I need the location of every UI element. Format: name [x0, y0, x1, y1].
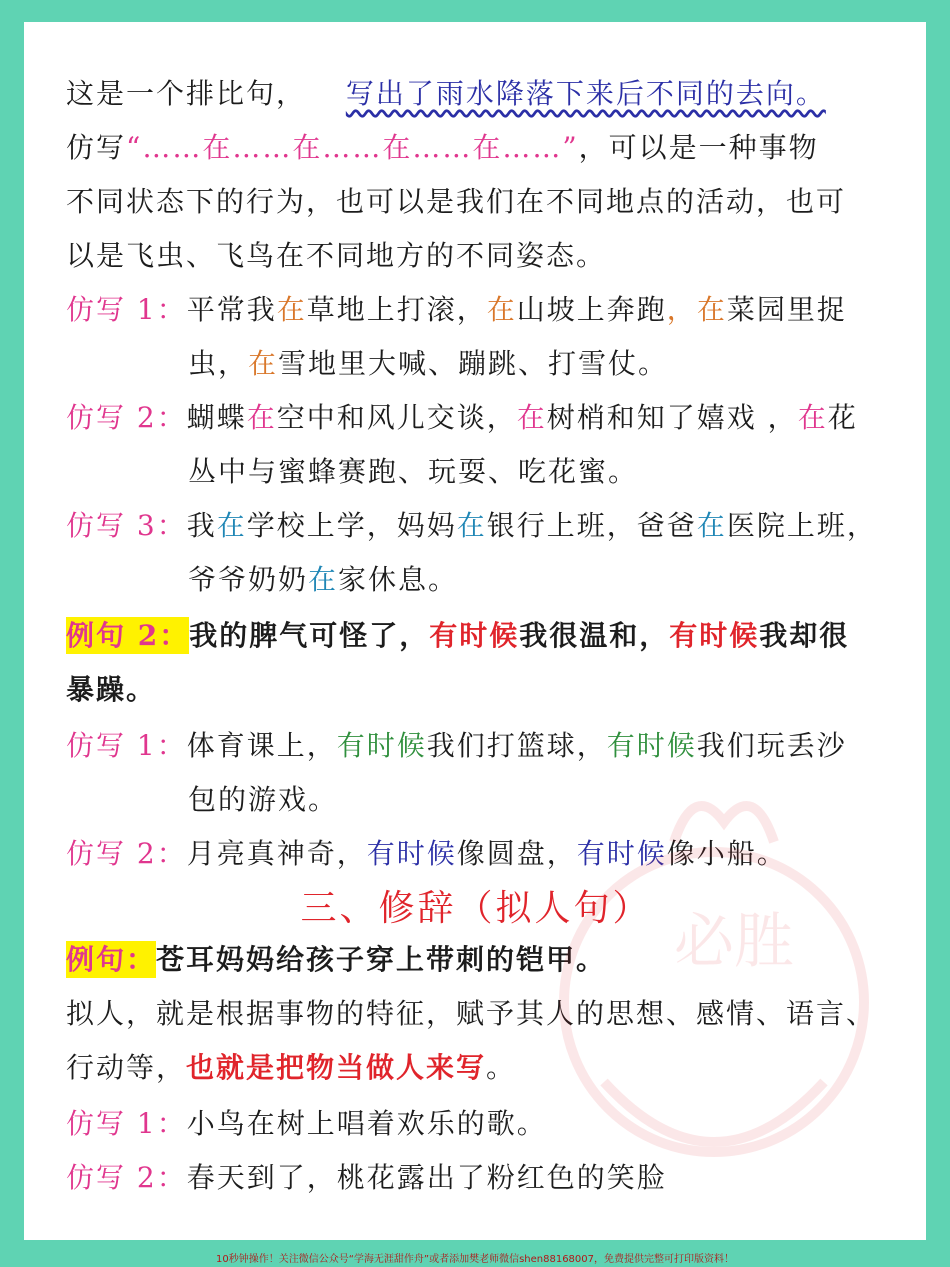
- text: 树梢和知了嬉戏 ，: [546, 401, 798, 434]
- text: 行动等，: [66, 1051, 187, 1084]
- text: 蝴蝶: [186, 401, 247, 434]
- imitation-1-line-1: [66, 290, 847, 330]
- keyword: 有时候: [429, 619, 520, 652]
- imitation-label: 仿写 2：: [66, 837, 187, 870]
- text: 仿写: [66, 131, 127, 164]
- text: 空中和风儿交谈，: [276, 401, 517, 434]
- highlighted-phrase: 写出了雨水降落下来后不同的去向。: [345, 77, 826, 110]
- pattern-phrase: “……在……在……在……在……”: [126, 131, 579, 164]
- imitation-label: 仿写 1：: [66, 729, 187, 762]
- keyword: 有时候: [606, 729, 697, 762]
- text: 春天到了，桃花露出了粉红色的笑脸: [186, 1161, 667, 1194]
- keyword: 有时候: [366, 837, 457, 870]
- text: 虫，: [188, 347, 249, 380]
- text: 体育课上，: [186, 729, 337, 762]
- text-line-1: [66, 74, 826, 114]
- keyword: 在: [248, 347, 279, 380]
- text: 我很温和，: [519, 619, 670, 652]
- key-phrase: 也就是把物当做人来写: [186, 1051, 487, 1084]
- keyword: 在: [486, 293, 517, 326]
- text: 银行上班，爸爸: [486, 509, 697, 542]
- imitation-2-line-2: 丛中与蜜蜂赛跑、玩耍、吃花蜜。: [188, 455, 639, 488]
- example-3-line: [66, 940, 606, 980]
- text-line-2: [66, 128, 819, 168]
- imitation-label: 仿写 1：: [66, 293, 187, 326]
- imitation-3-line-2: [188, 560, 458, 600]
- text: 我: [186, 509, 217, 542]
- text: 这是一个排比句，: [66, 77, 307, 110]
- watermark-text: 必胜: [674, 907, 794, 977]
- text: 医院上班，: [726, 509, 877, 542]
- document-page: [24, 22, 926, 1240]
- keyword: 有时候: [336, 729, 427, 762]
- text: 雪地里大喊、蹦跳、打雪仗。: [278, 347, 669, 380]
- text-line-4: 以是飞虫、飞鸟在不同地方的不同姿态。: [66, 239, 607, 272]
- text: 草地上打滚，: [306, 293, 487, 326]
- imitation-label: 仿写 3：: [66, 509, 187, 542]
- text: 花: [827, 401, 858, 434]
- text: 月亮真神奇，: [186, 837, 367, 870]
- text-line-3: 不同状态下的行为，也可以是我们在不同地点的活动，也可: [66, 185, 847, 218]
- imitation-c2-line: [66, 1158, 667, 1198]
- text: 我们玩丢沙: [696, 729, 847, 762]
- footer-notice: 10秒钟操作！关注微信公众号“学海无涯甜作舟”或者添加樊老师微信shen88168007，免费提供完整可打印版资料！: [215, 1254, 735, 1265]
- section-heading: 三、修辞（拟人句）: [300, 888, 652, 929]
- keyword: 有时候: [669, 619, 760, 652]
- definition-line-2: [66, 1048, 516, 1088]
- text: 苍耳妈妈给孩子穿上带刺的铠甲。: [156, 943, 607, 976]
- text: 我们打篮球，: [426, 729, 607, 762]
- text: 我却很: [759, 619, 850, 652]
- imitation-1-line-2: [188, 344, 668, 384]
- example-2-line-2: 暴躁。: [66, 673, 157, 706]
- text: 像小船。: [666, 837, 787, 870]
- text: 家休息。: [338, 563, 459, 596]
- text: 山坡上奔跑: [516, 293, 667, 326]
- keyword: 在: [216, 509, 247, 542]
- text: 我的脾气可怪了，: [189, 619, 430, 652]
- imitation-2-line-1: [66, 398, 858, 438]
- keyword: 在: [456, 509, 487, 542]
- keyword: 在: [696, 509, 727, 542]
- example-label: 例句：: [66, 943, 157, 976]
- text: 平常我: [186, 293, 277, 326]
- keyword: 有时候: [576, 837, 667, 870]
- keyword: 在: [797, 401, 828, 434]
- text: 爷爷奶奶: [188, 563, 309, 596]
- text: 小鸟在树上唱着欢乐的歌。: [186, 1107, 547, 1140]
- keyword: 在: [276, 293, 307, 326]
- imitation-b2-line-1: [66, 834, 787, 874]
- keyword: 在: [308, 563, 339, 596]
- punct: ，: [666, 293, 697, 326]
- imitation-b1-line-2: 包的游戏。: [188, 783, 339, 816]
- imitation-3-line-1: [66, 506, 877, 546]
- example-2-line-1: [66, 616, 849, 656]
- text: ，可以是一种事物: [578, 131, 819, 164]
- text: 学校上学，妈妈: [246, 509, 457, 542]
- text: 。: [486, 1051, 517, 1084]
- imitation-label: 仿写 1：: [66, 1107, 187, 1140]
- imitation-c1-line: [66, 1104, 547, 1144]
- keyword: 在: [246, 401, 277, 434]
- imitation-label: 仿写 2：: [66, 401, 187, 434]
- imitation-label: 仿写 2：: [66, 1161, 187, 1194]
- text: 菜园里捉: [726, 293, 847, 326]
- example-label: 例句 2：: [66, 619, 190, 652]
- keyword: 在: [516, 401, 547, 434]
- keyword: 在: [696, 293, 727, 326]
- definition-line-1: 拟人，就是根据事物的特征，赋予其人的思想、感情、语言、: [66, 997, 877, 1030]
- text: 像圆盘，: [456, 837, 577, 870]
- imitation-b1-line-1: [66, 726, 847, 766]
